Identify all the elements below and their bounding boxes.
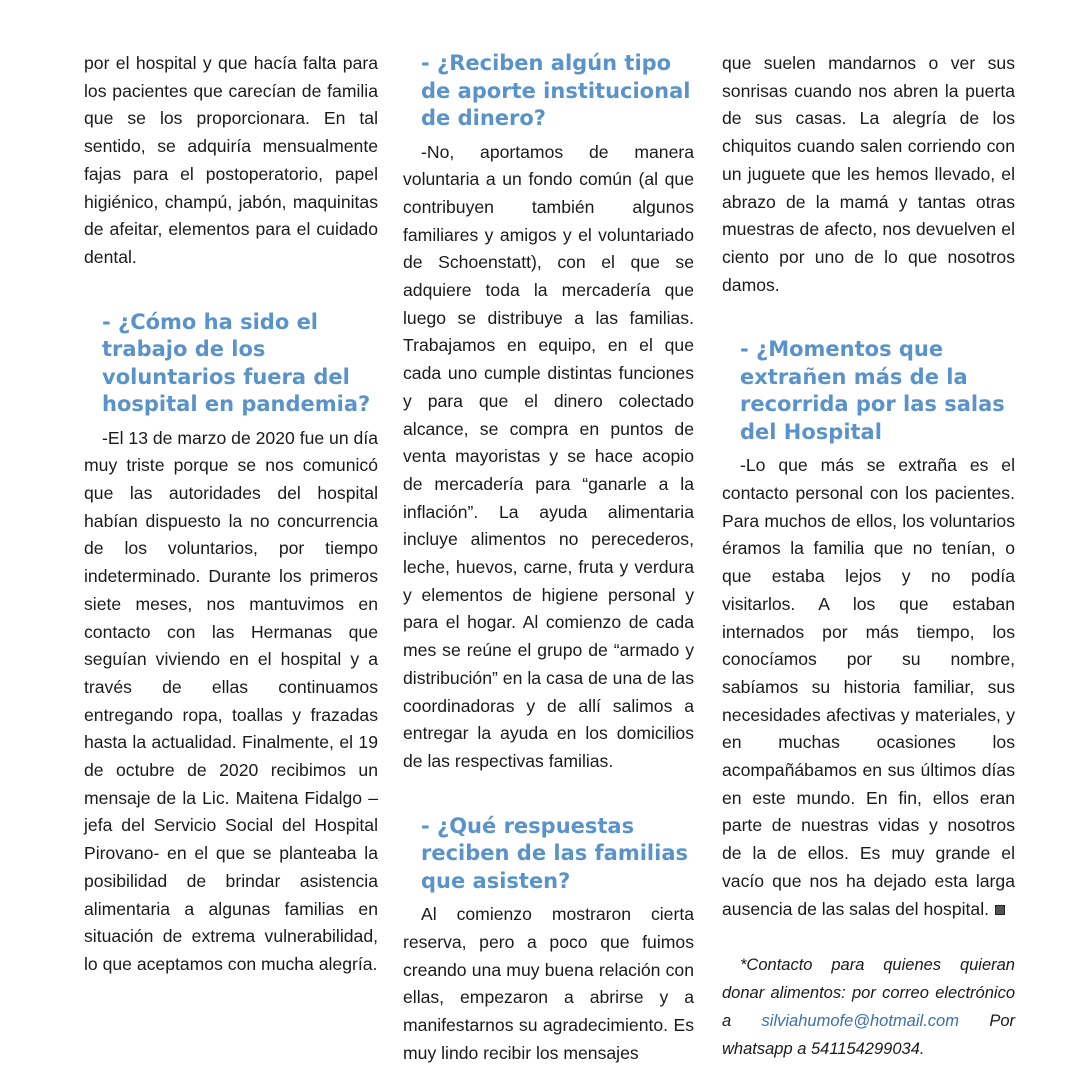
contact-email-link[interactable]: silviahumofe@hotmail.com — [761, 1012, 959, 1031]
question-heading-pandemic: - ¿Cómo ha sido el trabajo de los voluntarios fuera del hospital en pandemia? — [102, 309, 371, 417]
contact-note-prefix: *Contacto para quienes quieran donar alimentos: por correo electrónico a — [722, 956, 1015, 1031]
answer-text: -Lo que más se extraña es el contacto personal con los pacientes. Para muchos de ellos, los voluntarios éramos la familia que no tenían, o que estaba lejos y no podía visitarlos. A los que estaban internados por más tiempo, los conocíamos por su nombre, sabíamos su historia familiar, sus necesidades afectivas y materiales, y en muchas ocasiones los acompañábamos en sus últimos días en este mundo. En fin, ellos eran parte de nuestras vidas y nosotros de la de ellos. Es muy grande el vacío que nos ha dejado esta larga ausencia de las salas del hospital. — [722, 455, 1015, 919]
question-heading-funding: - ¿Reciben algún tipo de aporte institucional de dinero? — [421, 51, 691, 130]
answer-paragraph-responses: Al comienzo mostraron cierta reserva, pero a poco que fuimos creando una muy buena relación con ellas, empezaron a abrirse y a manifestarnos su agradecimiento. Es muy lindo recibir los mensajes — [403, 904, 694, 1063]
contact-note-suffix: Por whatsapp a 541154299034. — [722, 1012, 1015, 1059]
column-middle — [403, 50, 694, 1067]
paragraph-continued: por el hospital y que hacía falta para los pacientes que carecían de familia que se los proporcionara. En tal sentido, se adquiría mensualmente fajas para el postoperatorio, papel higiénico, champú, jabón, maquinitas de afeitar, elementos para el cuidado dental. — [84, 53, 378, 267]
contact-note-text — [722, 951, 1015, 1063]
answer-paragraph-funding: -No, aportamos de manera voluntaria a un fondo común (al que contribuyen también algunos familiares y amigos y el voluntariado de Schoenstatt), con el que se adquiere toda la mercadería que luego se distribuye a las familias. Trabajamos en equipo, en el que cada uno cumple distintas funciones y para que el dinero colectado alcance, se compra en puntos de venta mayoristas y se hace acopio de mercadería para “ganarle a la inflación”. La ayuda alimentaria incluye alimentos no perecederos, leche, huevos, carne, fruta y verdura y elementos de higiene personal y para el hogar. Al comienzo de cada mes se reúne el grupo de “armado y distribución” en la casa de una de las coordinadoras y de allí salimos a entregar la ayuda en los domicilios de las respectivas familias. — [403, 141, 694, 771]
contact-note — [722, 951, 1015, 1063]
end-of-article-icon — [995, 905, 1005, 915]
question-heading-responses: - ¿Qué respuestas reciben de las familias que asisten? — [421, 813, 689, 893]
column-left — [84, 50, 378, 979]
column-right — [722, 50, 1015, 1063]
answer-paragraph-moments — [722, 452, 1015, 923]
paragraph-continued-right: que suelen mandarnos o ver sus sonrisas cuando nos abren la puerta de sus casas. La alegría de los chiquitos cuando salen corriendo con un juguete que les hemos llevado, el abrazo de la mamá y tantas otras muestras de afecto, nos devuelven el ciento por uno de lo que nosotros damos. — [722, 53, 1015, 295]
question-heading-moments: - ¿Momentos que extrañen más de la recorrida por las salas del Hospital — [740, 337, 1005, 444]
answer-paragraph-pandemic: -El 13 de marzo de 2020 fue un día muy triste porque se nos comunicó que las autoridades del hospital habían dispuesto la no concurrencia de los voluntarios, por tiempo indeterminado. Durante los primeros siete meses, nos mantuvimos en contacto con las Hermanas que seguían viviendo en el hospital y a través de ellas continuamos entregando ropa, toallas y frazadas hasta la actualidad. Finalmente, el 19 de octubre de 2020 recibimos un mensaje de la Lic. Maitena Fidalgo –jefa del Servicio Social del Hospital Pirovano- en el que se planteaba la posibilidad de brindar asistencia alimentaria a algunas familias en situación de extrema vulnerabilidad, lo que aceptamos con mucha alegría. — [84, 427, 378, 974]
